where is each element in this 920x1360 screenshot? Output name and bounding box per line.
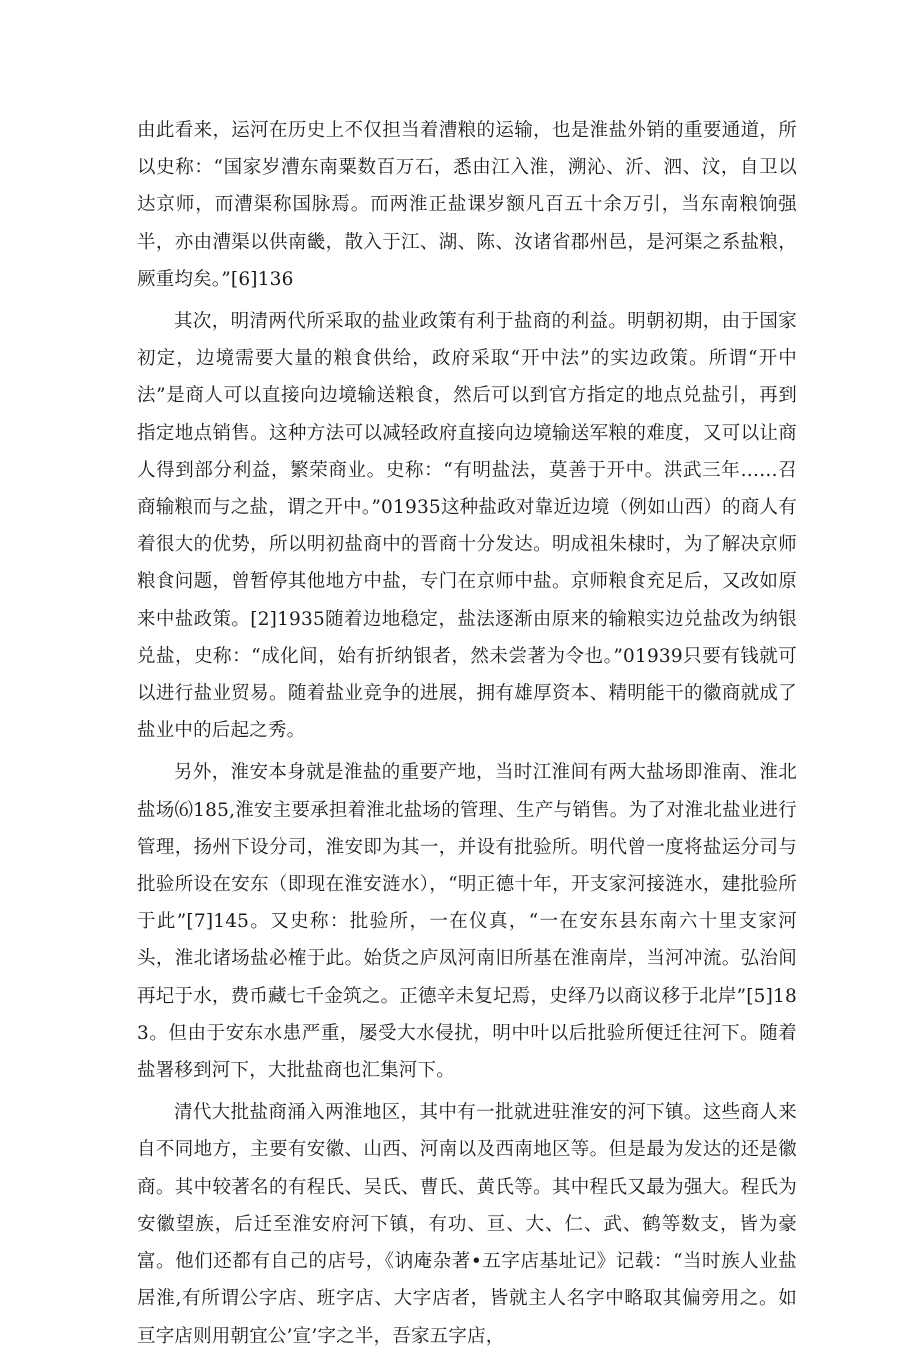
document-body bbox=[137, 112, 797, 1360]
paragraph-3: 另外，淮安本身就是淮盐的重要产地，当时江淮间有两大盐场即淮南、淮北盐场⑹185,淮安主要承担着淮北盐场的管理、生产与销售。为了对淮北盐业进行管理，扬州下设分司，淮安即为其一，并设有批验所。明代曾一度将盐运分司与批验所设在安东（即现在淮安涟水），“明正德十年，开支家河接涟水，建批验所于此”[7]145。又史称：批验所，一在仪真，“一在安东县东南六十里支家河头，淮北诸场盐必榷于此。始货之庐凤河南旧所基在淮南岸，当河冲流。弘治间再圮于水，费币藏七千金筑之。正德辛未复圮焉，史绎乃以商议移于北岸”[5]183。但由于安东水患严重，屡受大水侵扰，明中叶以后批验所便迁往河下。随着盐署移到河下，大批盐商也汇集河下。 bbox=[137, 762, 797, 1082]
paragraph-2: 其次，明清两代所采取的盐业政策有利于盐商的利益。明朝初期，由于国家初定，边境需要大量的粮食供给，政府采取“开中法”的实边政策。所谓“开中法”是商人可以直接向边境输送粮食，然后可以到官方指定的地点兑盐引，再到指定地点销售。这种方法可以减轻政府直接向边境输送军粮的难度，又可以让商人得到部分利益，繁荣商业。史称：“有明盐法，莫善于开中。洪武三年……召商输粮而与之盐，谓之开中。”01935这种盐政对靠近边境（例如山西）的商人有着很大的优势，所以明初盐商中的晋商十分发达。明成祖朱棣时，为了解决京师粮食问题，曾暂停其他地方中盐，专门在京师中盐。京师粮食充足后，又改如原来中盐政策。[2]1935随着边地稳定，盐法逐渐由原来的输粮实边兑盐改为纳银兑盐，史称：“成化间，始有折纳银者，然未尝著为令也。”01939只要有钱就可以进行盐业贸易。随着盐业竞争的进展，拥有雄厚资本、精明能干的徽商就成了盐业中的后起之秀。 bbox=[137, 311, 797, 742]
paragraph-1: 由此看来，运河在历史上不仅担当着漕粮的运输，也是淮盐外销的重要通道，所以史称：“国家岁漕东南粟数百万石，悉由江入淮，溯沁、沂、泗、汶，自卫以达京师，而漕渠称国脉焉。而两淮正盐课岁额凡百五十余万引，当东南粮饷强半，亦由漕渠以供南畿，散入于江、湖、陈、汝诸省郡州邑，是河渠之系盐粮，厥重均矣。”[6]136 bbox=[137, 120, 797, 290]
paragraph-4: 清代大批盐商涌入两淮地区，其中有一批就进驻淮安的河下镇。这些商人来自不同地方，主要有安徽、山西、河南以及西南地区等。但是最为发达的还是徽商。其中较著名的有程氏、吴氏、曹氏、黄氏等。其中程氏又最为强大。程氏为安徽望族，后迁至淮安府河下镇，有功、亘、大、仁、武、鹤等数支，皆为豪富。他们还都有自己的店号，《讷庵杂著•五字店基址记》记载：“当时族人业盐居淮,有所谓公字店、班字店、大字店者，皆就主人名字中略取其偏旁用之。如亘字店则用朝宜公’宣’字之半，吾家五字店， bbox=[137, 1102, 797, 1347]
